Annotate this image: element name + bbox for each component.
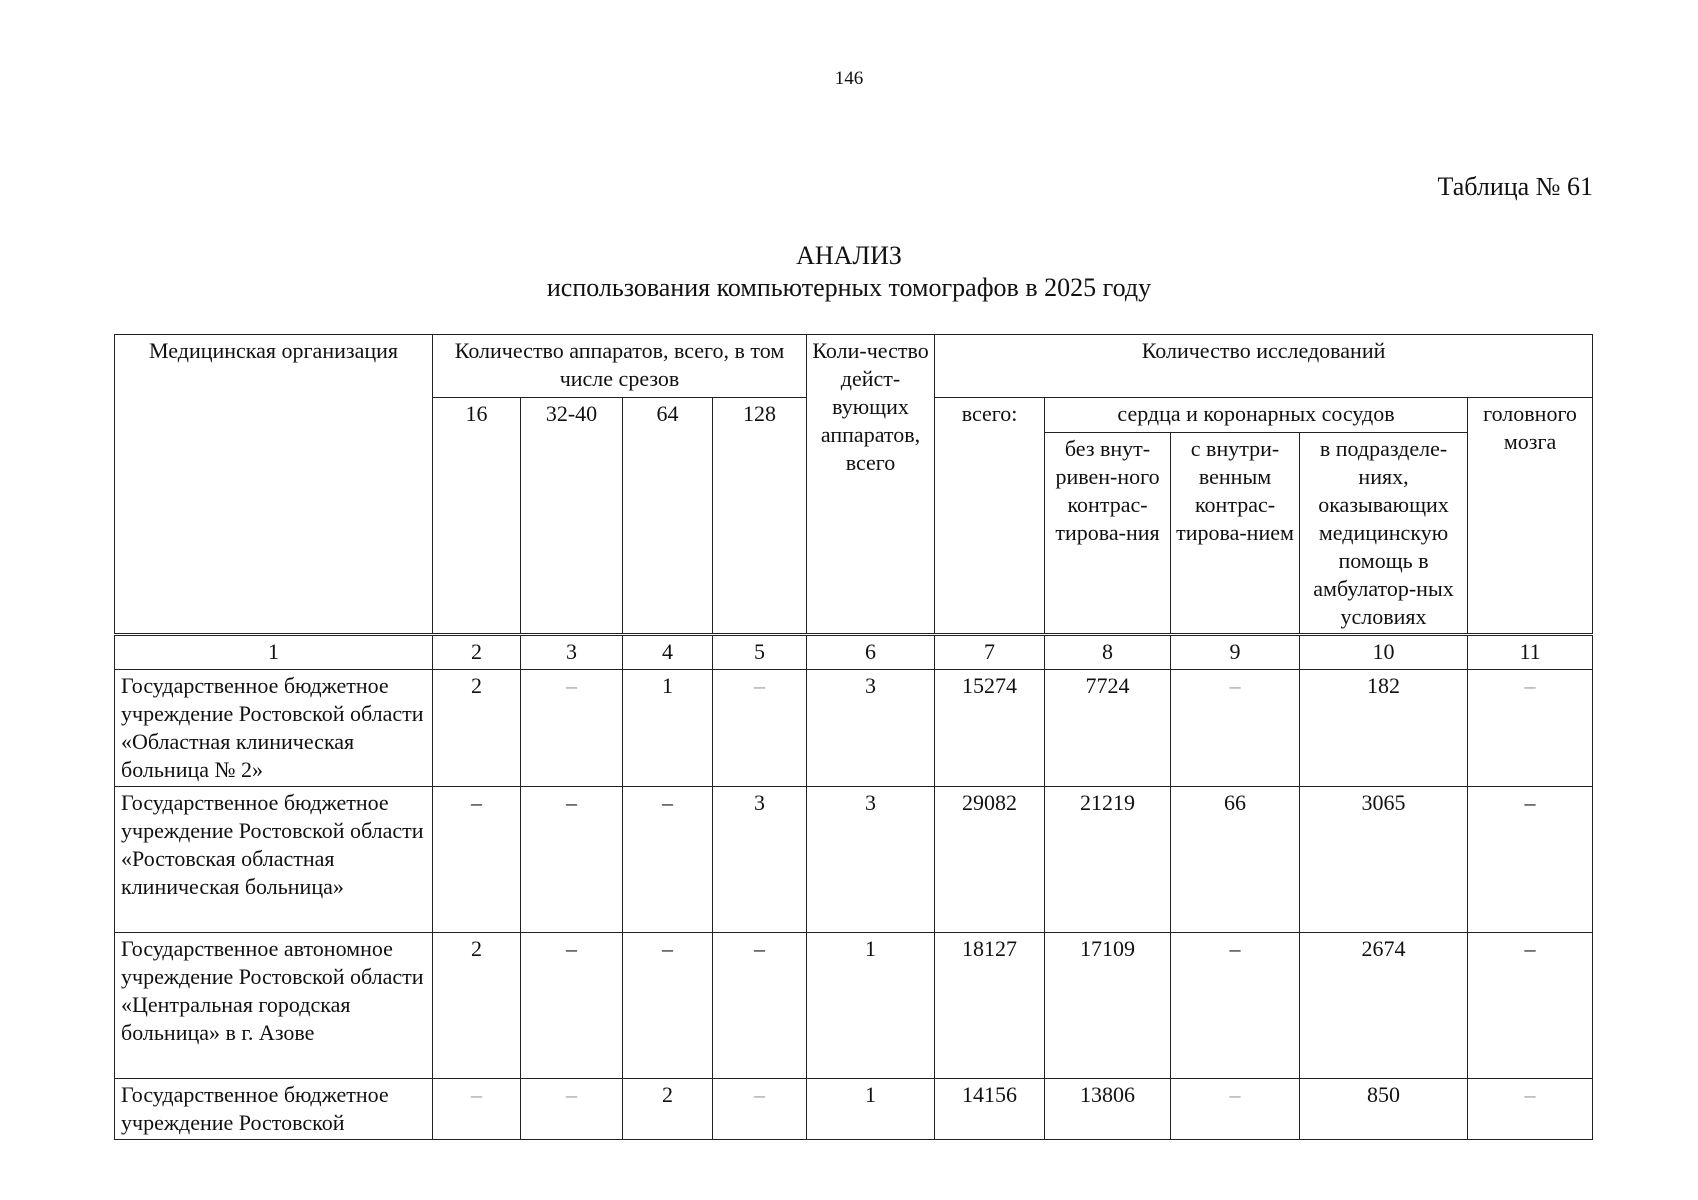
cell-slices-32-40: – <box>521 1079 623 1140</box>
table-row <box>115 933 1593 1079</box>
header-slices-32-40: 32-40 <box>521 398 623 635</box>
header-devices-total: Количество аппаратов, всего, в том числе срезов <box>433 335 807 398</box>
column-number: 1 <box>115 635 433 670</box>
table-row <box>115 670 1593 787</box>
column-number: 6 <box>807 635 935 670</box>
cell-with-contrast: 66 <box>1171 787 1300 933</box>
cell-active-devices: 1 <box>807 1079 935 1140</box>
column-number: 7 <box>935 635 1045 670</box>
cell-studies-total: 29082 <box>935 787 1045 933</box>
column-number: 11 <box>1468 635 1593 670</box>
cell-active-devices: 1 <box>807 933 935 1079</box>
table-row <box>115 1079 1593 1140</box>
header-slices-64: 64 <box>623 398 713 635</box>
column-number: 4 <box>623 635 713 670</box>
cell-active-devices: 3 <box>807 787 935 933</box>
cell-brain: – <box>1468 1079 1593 1140</box>
cell-slices-16: – <box>433 1079 521 1140</box>
cell-brain: – <box>1468 670 1593 787</box>
cell-brain: – <box>1468 933 1593 1079</box>
cell-slices-128: – <box>713 1079 807 1140</box>
cell-outpatient: 850 <box>1300 1079 1468 1140</box>
header-studies-total: всего: <box>935 398 1045 635</box>
header-outpatient: в подразделе-ниях, оказывающих медицинскую помощь в амбулатор-ных условиях <box>1300 433 1468 635</box>
table-number: Таблица № 61 <box>1437 172 1593 201</box>
header-brain: головного мозга <box>1468 398 1593 635</box>
header-heart: сердца и коронарных сосудов <box>1045 398 1468 433</box>
cell-slices-16: 2 <box>433 670 521 787</box>
org-name: Государственное бюджетное учреждение Ростовской области «Областная клиническая больница № 2» <box>115 670 433 787</box>
cell-outpatient: 3065 <box>1300 787 1468 933</box>
column-number: 5 <box>713 635 807 670</box>
cell-slices-64: 1 <box>623 670 713 787</box>
column-number: 10 <box>1300 635 1468 670</box>
header-active-devices: Коли-чество дейст-вующих аппаратов, всего <box>807 335 935 635</box>
column-number: 9 <box>1171 635 1300 670</box>
header-slices-128: 128 <box>713 398 807 635</box>
table-title <box>0 240 1698 304</box>
header-with-contrast: с внутри-венным контрас-тирова-нием <box>1171 433 1300 635</box>
cell-slices-16: 2 <box>433 933 521 1079</box>
cell-slices-128: 3 <box>713 787 807 933</box>
ct-usage-table <box>114 334 1593 1140</box>
cell-slices-128: – <box>713 933 807 1079</box>
cell-outpatient: 2674 <box>1300 933 1468 1079</box>
cell-slices-64: 2 <box>623 1079 713 1140</box>
column-number: 8 <box>1045 635 1171 670</box>
cell-slices-16: – <box>433 787 521 933</box>
header-studies: Количество исследований <box>935 335 1593 398</box>
cell-slices-64: – <box>623 933 713 1079</box>
column-number-row <box>115 635 1593 670</box>
cell-slices-64: – <box>623 787 713 933</box>
header-slices-16: 16 <box>433 398 521 635</box>
cell-with-contrast: – <box>1171 670 1300 787</box>
header-no-contrast: без внут-ривен-ного контрас-тирова-ния <box>1045 433 1171 635</box>
cell-studies-total: 14156 <box>935 1079 1045 1140</box>
header-org: Медицинская организация <box>115 335 433 635</box>
cell-slices-32-40: – <box>521 670 623 787</box>
title-line-2: использования компьютерных томографов в 2025 году <box>546 273 1152 302</box>
cell-brain: – <box>1468 787 1593 933</box>
cell-with-contrast: – <box>1171 933 1300 1079</box>
org-name: Государственное бюджетное учреждение Ростовской области «Ростовская областная клиническая больница» <box>115 787 433 933</box>
cell-no-contrast: 21219 <box>1045 787 1171 933</box>
table-row <box>115 787 1593 933</box>
cell-slices-32-40: – <box>521 933 623 1079</box>
cell-studies-total: 18127 <box>935 933 1045 1079</box>
cell-no-contrast: 17109 <box>1045 933 1171 1079</box>
cell-slices-32-40: – <box>521 787 623 933</box>
page-number: 146 <box>834 68 864 89</box>
org-name: Государственное автономное учреждение Ростовской области «Центральная городская больница» в г. Азове <box>115 933 433 1079</box>
cell-studies-total: 15274 <box>935 670 1045 787</box>
cell-with-contrast: – <box>1171 1079 1300 1140</box>
cell-active-devices: 3 <box>807 670 935 787</box>
column-number: 2 <box>433 635 521 670</box>
cell-no-contrast: 13806 <box>1045 1079 1171 1140</box>
cell-outpatient: 182 <box>1300 670 1468 787</box>
column-number: 3 <box>521 635 623 670</box>
org-name: Государственное бюджетное учреждение Ростовской <box>115 1079 433 1140</box>
title-line-1: АНАЛИЗ <box>796 241 902 270</box>
cell-no-contrast: 7724 <box>1045 670 1171 787</box>
cell-slices-128: – <box>713 670 807 787</box>
